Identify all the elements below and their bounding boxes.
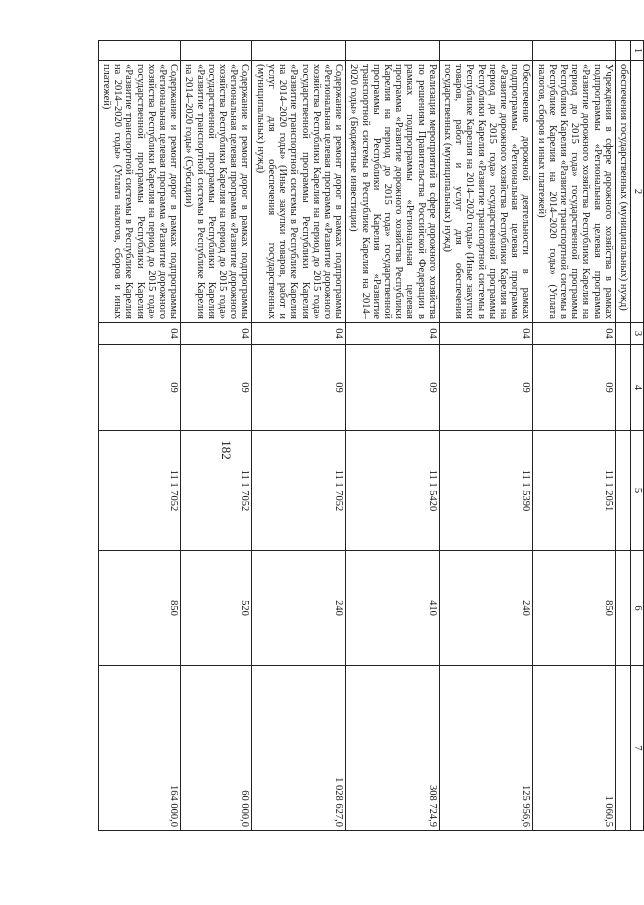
cell-target-article <box>615 431 630 551</box>
cell-row-number <box>252 41 346 61</box>
table-row <box>346 41 440 831</box>
table-row <box>439 41 533 831</box>
cell-subsection: 09 <box>439 345 533 431</box>
column-header-3: 3 <box>631 323 644 345</box>
cell-name: Содержание и ремонт дорог в рамках подпрограммы «Региональная целевая программа «Развитие дорожного хозяйства Республики Карелия на период до 2015 года» государственной программы Республики Карелия «Развитие транспортной системы в Республике Карелия на 2014–2020 годы» (Субсидии) <box>181 61 252 323</box>
cell-subsection: 09 <box>533 345 615 431</box>
cell-amount: 164 000,0 <box>98 666 180 831</box>
cell-row-number <box>439 41 533 61</box>
cell-section: 04 <box>181 323 252 345</box>
page-number: 182 <box>219 440 234 460</box>
cell-name: обеспечения государственных (муниципальных) нужд) <box>615 61 630 323</box>
column-header-5: 5 <box>631 431 644 551</box>
cell-name: Содержание и ремонт дорог в рамках подпрограммы «Региональная целевая программа «Развитие дорожного хозяйства Республики Карелия на период до 2015 года» государственной программы Республики Карелия «Развитие транспортной системы в Республике Карелия на 2014–2020 годы» (Уплата налогов, сборов и иных платежей) <box>98 61 180 323</box>
cell-amount: 308 724,9 <box>346 666 440 831</box>
table-header-row <box>631 41 644 831</box>
cell-row-number <box>615 41 630 61</box>
table-row <box>252 41 346 831</box>
cell-section: 04 <box>533 323 615 345</box>
column-header-4: 4 <box>631 345 644 431</box>
cell-name: Обеспечение дорожной деятельности в рамках подпрограммы «Региональная целевая программа «Развитие дорожного хозяйства Республики Карелия на период до 2015 года» государственной программы Республики Карелия «Развитие транспортной системы в Республике Карелия на 2014–2020 годы» (Иные закупки товаров, работ и услуг для обеспечения государственных (муниципальных) нужд) <box>439 61 533 323</box>
cell-expense-type: 240 <box>439 551 533 666</box>
cell-expense-type: 410 <box>346 551 440 666</box>
cell-subsection <box>615 345 630 431</box>
cell-row-number <box>181 41 252 61</box>
cell-section: 04 <box>252 323 346 345</box>
budget-table <box>98 40 644 831</box>
cell-amount: 125 956,6 <box>439 666 533 831</box>
table-row <box>533 41 615 831</box>
cell-row-number <box>98 41 180 61</box>
cell-expense-type: 850 <box>533 551 615 666</box>
cell-amount: 1 060,5 <box>533 666 615 831</box>
cell-target-article: 11 1 7052 <box>181 431 252 551</box>
column-header-2: 2 <box>631 61 644 323</box>
cell-section: 04 <box>346 323 440 345</box>
cell-subsection: 09 <box>252 345 346 431</box>
table-row <box>98 41 180 831</box>
cell-subsection: 09 <box>98 345 180 431</box>
cell-name: Содержание и ремонт дорог в рамках подпрограммы «Региональная целевая программа «Развитие дорожного хозяйства Республики Карелия на период до 2015 года» государственной программы Республики Карелия «Развитие транспортной системы в Республике Карелия на 2014–2020 годы» (Иные закупки товаров, работ и услуг для обеспечения государственных (муниципальных) нужд) <box>252 61 346 323</box>
cell-section <box>615 323 630 345</box>
cell-expense-type <box>615 551 630 666</box>
cell-name: Реализация мероприятий в сфере дорожного хозяйства по решениям Правительства Российской Федерации в рамках подпрограммы «Региональная целевая программа «Развитие дорожного хозяйства Республики Карелия на период до 2015 года» государственной программы Республики Карелия «Развитие транспортной системы в Республике Карелия на 2014–2020 годы» (Бюджетные инвестиции) <box>346 61 440 323</box>
cell-amount: 60 000,0 <box>181 666 252 831</box>
cell-row-number <box>346 41 440 61</box>
table-row <box>181 41 252 831</box>
cell-target-article: 11 1 5390 <box>439 431 533 551</box>
cell-amount: 1 028 627,0 <box>252 666 346 831</box>
cell-target-article: 11 1 7052 <box>252 431 346 551</box>
cell-expense-type: 240 <box>252 551 346 666</box>
cell-subsection: 09 <box>346 345 440 431</box>
column-header-6: 6 <box>631 551 644 666</box>
table-row <box>615 41 630 831</box>
cell-row-number <box>533 41 615 61</box>
cell-expense-type: 850 <box>98 551 180 666</box>
cell-subsection: 09 <box>181 345 252 431</box>
cell-name: Учреждения в сфере дорожного хозяйства в рамках подпрограммы «Региональная целевая программа «Развитие дорожного хозяйства Республики Карелия на период до 2015 года» государственной программы Республики Карелия «Развитие транспортной системы в Республике Карелия на 2014–2020 годы» (Уплата налогов, сборов и иных платежей) <box>533 61 615 323</box>
cell-target-article: 11 1 5420 <box>346 431 440 551</box>
cell-expense-type: 520 <box>181 551 252 666</box>
rotated-page-content <box>101 40 644 830</box>
column-header-1: 1 <box>631 41 644 61</box>
column-header-7: 7 <box>631 666 644 831</box>
cell-amount <box>615 666 630 831</box>
cell-target-article: 11 1 7052 <box>98 431 180 551</box>
cell-target-article: 11 1 2051 <box>533 431 615 551</box>
cell-section: 04 <box>98 323 180 345</box>
cell-section: 04 <box>439 323 533 345</box>
